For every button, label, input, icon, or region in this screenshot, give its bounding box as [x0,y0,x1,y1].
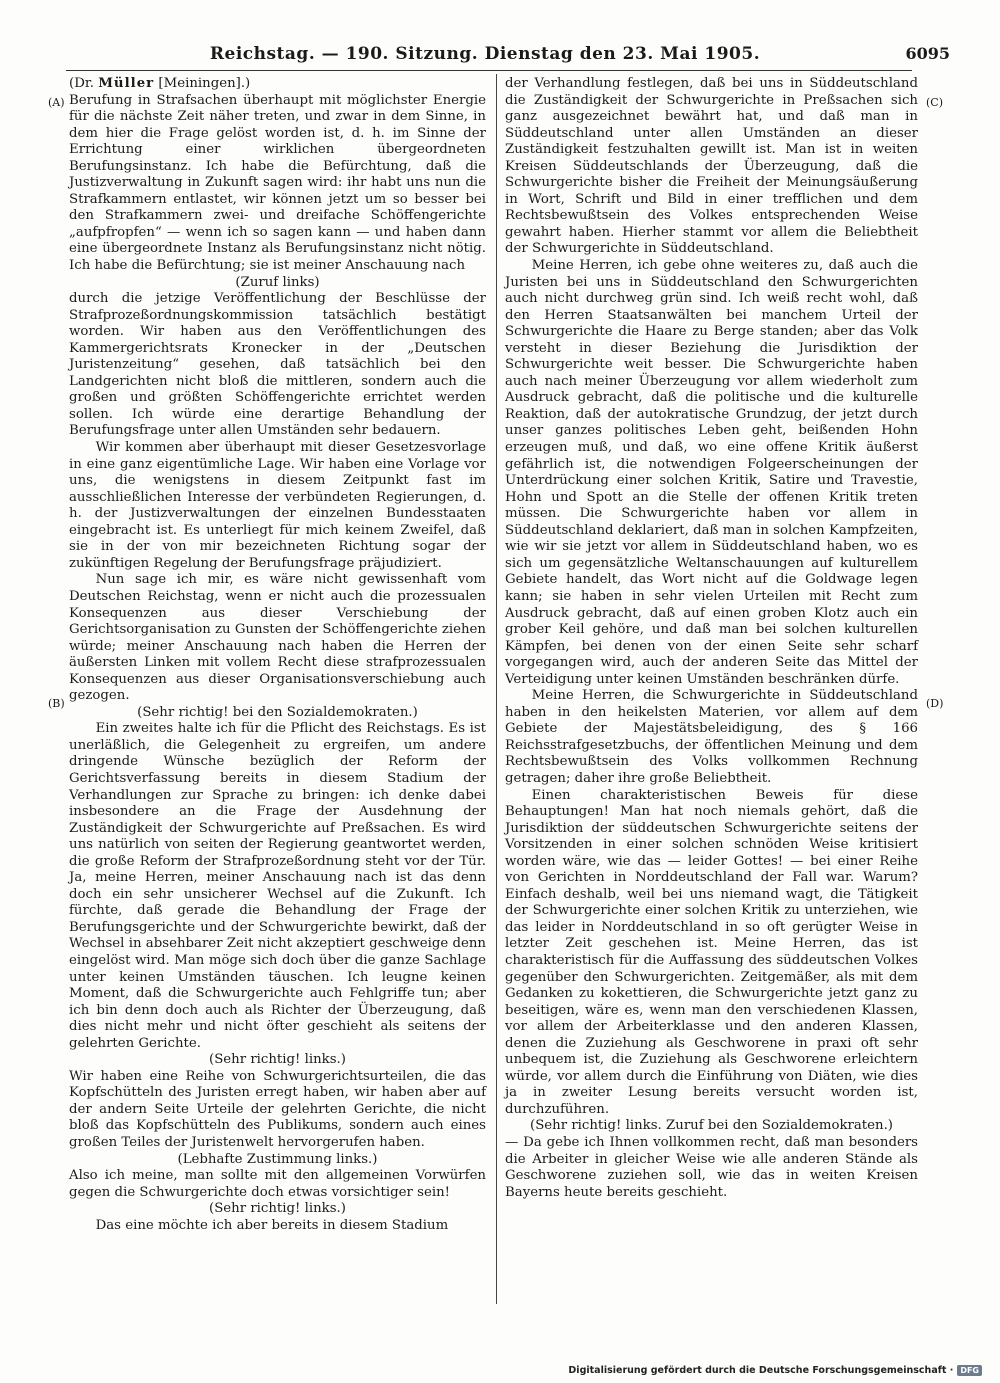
paragraph: — Da gebe ich Ihnen vollkommen recht, daß man besonders die Arbeiter in gleicher Weise wie alle anderen Stände als Geschworene zuziehen soll, wie das in weiten Kreisen Bayerns heute bereits geschieht. [505,1135,918,1200]
footer-credit [568,1365,982,1376]
speaker-title: (Dr. [69,76,99,91]
header-rule [66,70,912,71]
interjection: (Sehr richtig! bei den Sozialdemokraten.) [137,704,418,720]
interjection: (Lebhafte Zustimmung links.) [177,1151,378,1167]
margin-marker-a: (A) [48,96,65,109]
footer-text: Digitalisierung gefördert durch die Deutsche Forschungsgemeinschaft · [568,1365,954,1376]
paragraph: Nun sage ich mir, es wäre nicht gewissenhaft vom Deutschen Reichstag, wenn er nicht auch die prozessualen Konsequenzen aus dieser Verschiebung der Gerichtsorganisation zu Gunsten der Schöffengerichte ziehen würde; meiner Anschauung nach haben die Herren der äußersten Linken mit vollem Recht diese strafprozessualen Konsequenzen aus dieser Organisationsverschiebung auch gezogen. [69,572,486,704]
speaker-line [69,76,486,93]
page-header [60,44,950,70]
paragraph: der Verhandlung festlegen, daß bei uns in Süddeutschland die Zuständigkeit der Schwurgerichte in Preßsachen sich ganz ausgezeichnet bewährt hat, und daß man in Süddeutschland unter allen Umständen an dieser Zuständigkeit festzuhalten gewillt ist. Man ist in weiten Kreisen Süddeutschlands der Überzeugung, daß die Schwurgerichte bisher die Freiheit der Meinungsäußerung in Wort, Schrift und Bild in einer trefflichen und dem Rechtsbewußtsein des Volkes entsprechenden Weise gewahrt haben. Hierher stammt vor allem die Beliebtheit der Schwurgerichte in Süddeutschland. [505,76,918,257]
interjection: (Sehr richtig! links.) [209,1052,346,1068]
paragraph: Wir kommen aber überhaupt mit dieser Gesetzesvorlage in eine ganz eigentümliche Lage. Wir haben eine Vorlage vor uns, die wenigstens in diesem Zeitpunkt fast im ausschließlichen Interesse der verbündeten Regierungen, d. h. der Justizverwaltungen der einzelnen Bundesstaaten eingebracht ist. Es unterliegt für mich keinem Zweifel, daß sie in der von mir bezeichneten Richtung sogar der zukünftigen Regelung der Berufungsfrage präjudiziert. [69,440,486,571]
margin-marker-d: (D) [926,697,944,710]
paragraph: Also ich meine, man sollte mit den allgemeinen Vorwürfen gegen die Schwurgerichte doch etwas vorsichtiger sein! [69,1168,486,1200]
paragraph: Das eine möchte ich aber bereits in diesem Stadium [95,1217,449,1233]
left-column [69,76,486,1234]
paragraph: durch die jetzige Veröffentlichung der Beschlüsse der Strafprozeßordnungskommission tatsächlich bestätigt worden. Wir haben aus den Veröffentlichungen des Kammergerichtsrats Kronecker in der „Deutschen Juristenzeitung“ gesehen, daß tatsächlich bei den Landgerichten nicht bloß die mittleren, sondern auch die großen und größten Schöffengerichte errichtet werden sollen. Ich würde eine derartige Behandlung der Berufungsfrage unter allen Umständen sehr bedauern. [69,291,486,439]
margin-marker-c: (C) [926,96,943,109]
paragraph: Einen charakteristischen Beweis für diese Behauptungen! Man hat noch niemals gehört, daß die Jurisdiktion der süddeutschen Schwurgerichte seitens der Vorsitzenden in einer solchen schnöden Weise kritisiert worden wäre, wie das — leider Gottes! — bei einer Reihe von Gerichten in Norddeutschland der Fall war. Warum? Einfach deshalb, weil bei uns niemand wagt, die Tätigkeit der Schwurgerichte einer solchen Kritik zu unterziehen, wie das leider in Norddeutschland in so oft gerügter Weise in letzter Zeit geschehen ist. Meine Herren, das ist charakteristisch für die Auffassung des süddeutschen Volkes gegenüber den Schwurgerichten. Zeitgemäßer, als mit dem Gedanken zu kokettieren, die Schwurgerichte jetzt ganz zu beseitigen, wäre es, wenn man den verschiedenen Klassen, vor allem der Arbeiterklasse und den anderen Klassen, denen die Zuziehung als Geschworene in praxi oft sehr unbequem ist, die Zuziehung als Geschworene erleichtern würde, vor allem durch die Einführung von Diäten, wie dies ja in zweiter Lesung bereits versucht worden ist, durchzuführen. [505,787,918,1117]
interjection: (Sehr richtig! links.) [209,1201,346,1217]
page-title: Reichstag. — 190. Sitzung. Dienstag den 23. Mai 1905. [209,44,761,64]
right-column [505,76,918,1201]
paragraph: Meine Herren, die Schwurgerichte in Süddeutschland haben in den heikelsten Materien, vor allem auf dem Gebiete der Majestätsbeleidigung, des § 166 Reichsstrafgesetzbuchs, der öffentlichen Meinung und dem Rechtsbewußtsein des Volks vollkommen Rechnung getragen; daher ihre große Beliebtheit. [505,688,918,786]
margin-marker-b: (B) [48,697,65,710]
column-divider [496,74,497,1304]
page-number: 6095 [905,44,950,63]
paragraph: Ein zweites halte ich für die Pflicht des Reichstags. Es ist unerläßlich, die Gelegenheit zu ergreifen, um andere dringende Wünsche bezüglich der Reform der Gerichtsverfassung bereits in diesem Stadium der Verhandlungen zur Sprache zu bringen: ich denke dabei insbesondere an die Frage der Ausdehnung der Zuständigkeit der Schwurgerichte auf Preßsachen. Es wird uns natürlich von seiten der Regierung geantwortet werden, die große Reform der Strafprozeßordnung steht vor der Tür. Ja, meine Herren, meiner Anschauung nach ist das denn doch ein sehr unsicherer Wechsel auf die Zukunft. Ich fürchte, daß gerade die Behandlung der Frage der Berufungsgerichte und der Schwurgerichte bewirkt, daß der Wechsel in absehbarer Zeit nicht akzeptiert geschweige denn eingelöst wird. Man möge sich doch über die ganze Sachlage unter keinen Umständen täuschen. Ich leugne keinen Moment, daß die Schwurgerichte auch Fehlgriffe tun; aber ich bin denn doch auch als Richter der Überzeugung, daß dies nicht mehr und nicht öfter geschieht als seitens der gelehrten Gerichte. [69,721,486,1051]
interjection: (Sehr richtig! links. Zuruf bei den Sozialdemokraten.) [530,1118,893,1134]
paragraph: Wir haben eine Reihe von Schwurgerichtsurteilen, die das Kopfschütteln des Juristen erregt haben, wir haben aber auf der andern Seite Urteile der gelehrten Gerichte, die nicht bloß das Kopfschütteln des Publikums, sondern auch eines großen Teiles der Juristenwelt hervorgerufen haben. [69,1068,486,1150]
speaker-name: Müller [98,76,155,91]
dfg-logo-icon: DFG [957,1365,982,1376]
interjection: (Zuruf links) [235,274,320,290]
speaker-place: [Meiningen].) [154,76,251,91]
paragraph: Berufung in Strafsachen überhaupt mit möglichster Energie für die nächste Zeit näher treten, und zwar in dem Sinne, in dem hier die Frage gelöst worden ist, d. h. im Sinne der Errichtung einer wirklichen übergeordneten Berufungsinstanz. Ich habe die Befürchtung, daß die Justizverwaltung in Zukunft sagen wird: ihr habt uns nun die Strafkammern entlastet, wir können jetzt um so besser bei den Strafkammern zwei- und dreifache Schöffengerichte „aufpfropfen“ — wenn ich so sagen kann — und haben dann eine übergeordnete Instanz als Berufungsinstanz nicht nötig. Ich habe die Befürchtung; sie ist meiner Anschauung nach [69,92,486,274]
paragraph: Meine Herren, ich gebe ohne weiteres zu, daß auch die Juristen bei uns in Süddeutschland den Schwurgerichten auch nicht durchweg grün sind. Ich weiß recht wohl, daß den Herren Staatsanwälten bei manchem Urteil der Schwurgerichte die Haare zu Berge standen; aber das Volk versteht in dieser Beziehung die Jurisdiktion der Schwurgerichte weit besser. Die Schwurgerichte haben auch nach meiner Überzeugung vor allem wiederholt zum Ausdruck gebracht, daß die politische und die kulturelle Reaktion, daß der autokratische Grundzug, der jetzt durch unser ganzes politisches Leben geht, beißenden Hohn erzeugen muß, und daß, wo eine offene Kritik äußerst gefährlich ist, die notwendigen Folgeerscheinungen der Unterdrückung einer solchen Kritik, Satire und Travestie, Hohn und Spott an die Stelle der offenen Kritik treten müssen. Die Schwurgerichte haben vor allem in Süddeutschland deklariert, daß man in solchen Kampfzeiten, wie wir sie jetzt vor allem in Süddeutschland haben, wo es sich um gegensätzliche Weltanschauungen auf kulturellem Gebiete handelt, das Wort nicht auf die Goldwage legen kann; sie haben in sehr vielen Urteilen mit Recht zum Ausdruck gebracht, daß auf einen groben Klotz auch ein grober Keil gehöre, und daß man bei solchen kulturellen Kämpfen, bei denen von der einen Seite sehr scharf vorgegangen wird, auch der anderen Seite das Mittel der Verteidigung unter keinen Umständen beschränken dürfe. [505,258,918,687]
